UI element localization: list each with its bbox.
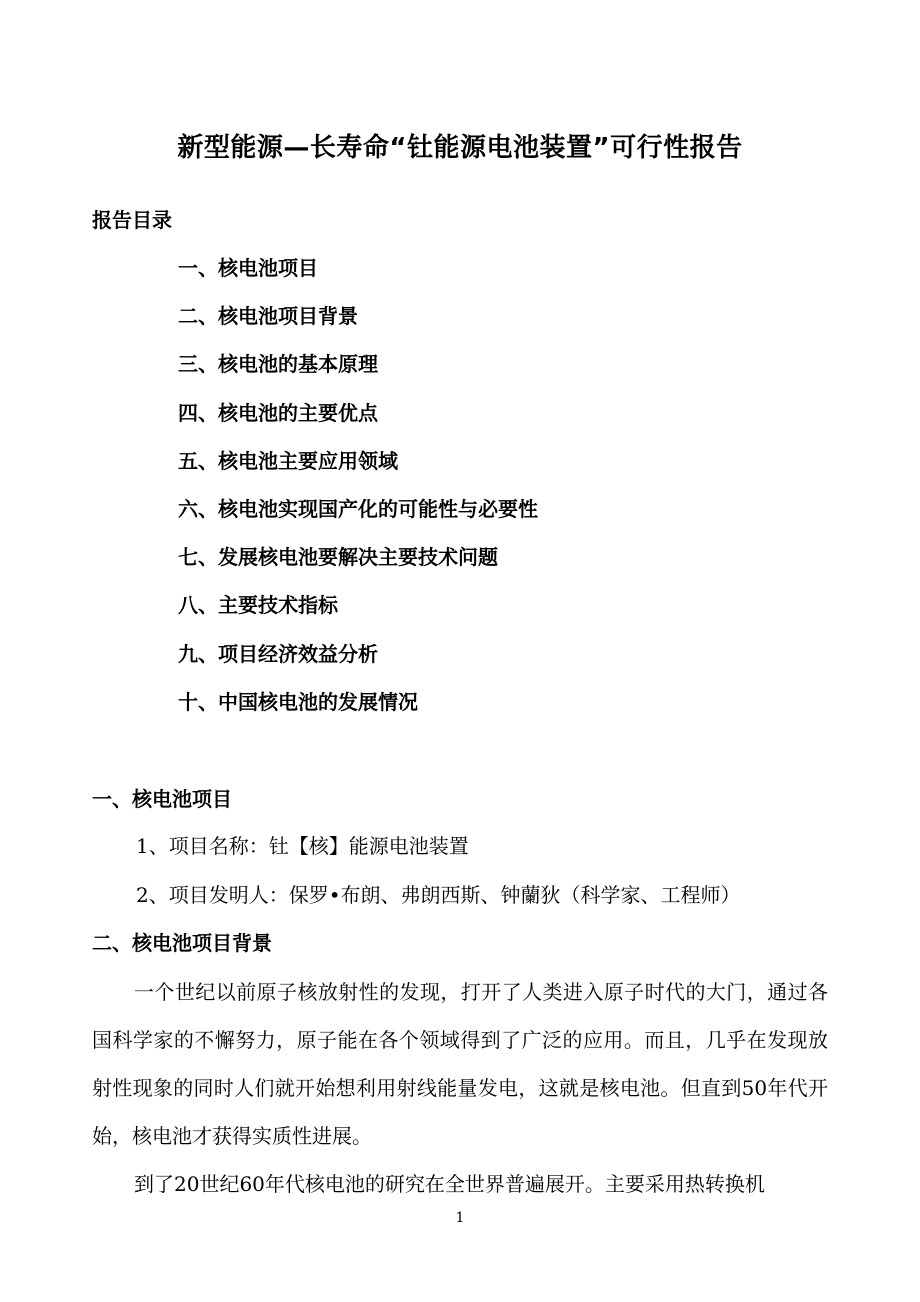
project-name-item: 1、项目名称：钍【核】能源电池装置 [136,834,469,858]
toc-heading: 报告目录 [92,208,172,232]
toc-item: 三、核电池的基本原理 [178,352,378,377]
toc-item: 六、核电池实现国产化的可能性与必要性 [178,496,538,521]
toc-item: 九、项目经济效益分析 [178,641,378,666]
toc-item: 十、中国核电池的发展情况 [178,689,418,714]
section2-heading: 二、核电池项目背景 [92,931,272,955]
page-number: 1 [455,1210,465,1226]
document-title: 新型能源—长寿命“钍能源电池装置”可行性报告 [177,133,743,163]
background-paragraph-2: 到了20世纪60年代核电池的研究在全世界普遍展开。主要采用热转换机 [134,1172,765,1196]
table-of-contents [178,252,538,734]
section1-heading: 一、核电池项目 [92,787,232,811]
toc-item: 五、核电池主要应用领域 [178,448,398,473]
toc-item: 一、核电池项目 [178,256,318,280]
toc-item: 七、发展核电池要解决主要技术问题 [178,545,498,570]
project-inventor-item: 2、项目发明人：保罗•布朗、弗朗西斯、钟蘭狄（科学家、工程师） [136,883,741,907]
toc-item: 四、核电池的主要优点 [178,400,378,425]
toc-item: 八、主要技术指标 [178,593,338,618]
background-paragraph-1: 一个世纪以前原子核放射性的发现，打开了人类进入原子时代的大门，通过各国科学家的不懈努力，原子能在各个领域得到了广泛的应用。而且，几乎在发现放射性现象的同时人们就开始想利用射线能量发电，这就是核电池。但直到50年代开始，核电池才获得实质性进展。 [92,980,828,1148]
toc-item: 二、核电池项目背景 [178,304,358,329]
